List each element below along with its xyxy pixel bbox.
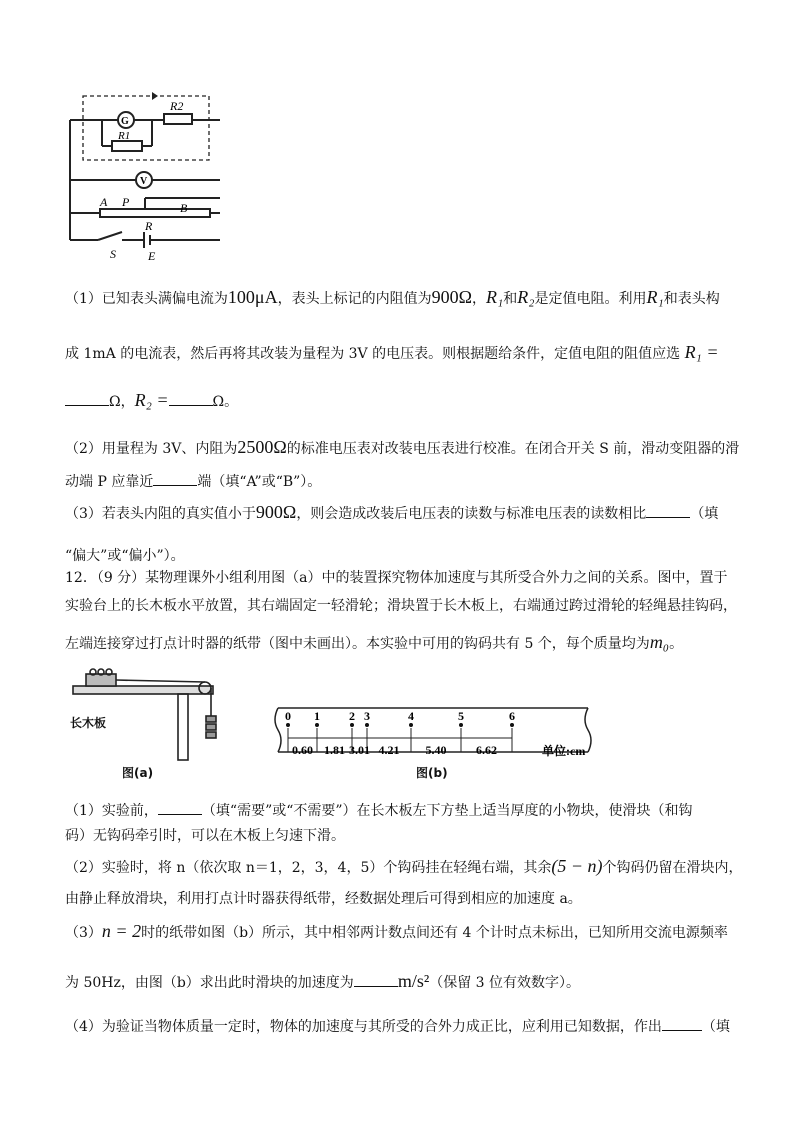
- q11-part3-line1: （3）若表头内阻的真实值小于900Ω，则会造成改装后电压表的读数与标准电压表的读数相比 （填: [65, 502, 719, 522]
- tape-dot: [365, 723, 369, 727]
- q11-part3-line2: “偏大”或“偏小”）。: [65, 548, 185, 564]
- answer-blank-acceleration[interactable]: [354, 972, 398, 987]
- galvanometer-symbol: G: [121, 116, 129, 127]
- answer-blank-r1[interactable]: [65, 391, 109, 406]
- circuit-label-r: R: [145, 219, 153, 233]
- tape-dot: [409, 723, 413, 727]
- q11-part1-line3: Ω，R₂ = Ω。: [65, 390, 745, 412]
- q12-step1-line2: 码）无钩码牵引时，可以在木板上匀速下滑。: [65, 828, 345, 844]
- tape-dot: [315, 723, 319, 727]
- q11-part2-line1: （2）用量程为 3V、内阻为2500Ω的标准电压表对改装电压表进行校准。在闭合开关 S 前，滑动变阻器的滑: [65, 437, 740, 457]
- figure-a-caption: 图(a): [122, 766, 154, 780]
- q12-intro-line3: 左端连接穿过打点计时器的纸带（图中未画出）。本实验中可用的钩码共有 5 个，每个质量均为m₀。: [65, 632, 684, 652]
- figure-b-caption: 图(b): [416, 766, 448, 780]
- q12-step1-line1: （1）实验前， （填“需要”或“不需要”）在长木板左下方垫上适当厚度的小物块，使滑块（和钩: [65, 800, 745, 821]
- answer-blank-r2[interactable]: [169, 391, 213, 406]
- tape-segment-length: 4.21: [378, 743, 400, 757]
- tape-dot: [286, 723, 290, 727]
- circuit-label-b: B: [180, 201, 188, 215]
- tape-point-label: 0: [285, 709, 291, 723]
- tape-dot: [459, 723, 463, 727]
- tape-segment-length: 5.40: [425, 743, 447, 757]
- answer-blank-reading[interactable]: [646, 503, 690, 518]
- circuit-label-r1: R1: [118, 130, 131, 142]
- circuit-label-p: P: [122, 195, 130, 209]
- q12-intro-line2: 实验台上的长木板水平放置，其右端固定一轻滑轮；滑块置于长木板上，右端通过跨过滑轮的轻绳悬挂钩码，: [65, 598, 737, 614]
- tape-segment-length: 3.01: [349, 743, 370, 757]
- q12-intro-line1: 12．（9 分）某物理课外小组利用图（a）中的装置探究物体加速度与其所受合外力之间的关系。图中，置于: [65, 570, 728, 586]
- tape-point-label: 4: [408, 709, 414, 723]
- circuit-label-a: A: [100, 195, 108, 209]
- tape-dot: [350, 723, 354, 727]
- q11-part1-line2: 成 1mA 的电流表，然后再将其改装为量程为 3V 的电压表。则根据题给条件，定值电阻的阻值应选 R₁ =: [65, 342, 719, 362]
- q12-step2-line1: （2）实验时，将 n（依次取 n＝1，2，3，4，5）个钩码挂在轻绳右端，其余(5 − n)个钩码仍留在滑块内，: [65, 856, 743, 876]
- answer-blank-graph[interactable]: [662, 1016, 702, 1031]
- answer-blank-need[interactable]: [158, 800, 202, 815]
- tape-segment-length: 1.81: [324, 743, 345, 757]
- q12-step3-line2: 为 50Hz，由图（b）求出此时滑块的加速度为 m/s²（保留 3 位有效数字）。: [65, 971, 581, 991]
- q11-part2-line2: 动端 P 应靠近 端（填“A”或“B”）。: [65, 471, 745, 492]
- tape-point-label: 2: [349, 709, 355, 723]
- tape-point-label: 5: [458, 709, 464, 723]
- circuit-label-e: E: [148, 249, 156, 263]
- q12-step2-line2: 由静止释放滑块，利用打点计时器获得纸带，经数据处理后可得到相应的加速度 a。: [65, 891, 582, 907]
- tape-point-label: 1: [314, 709, 320, 723]
- answer-blank-slider-end[interactable]: [153, 471, 197, 486]
- q12-step3-line1: （3）n = 2时的纸带如图（b）所示，其中相邻两计数点间还有 4 个计时点未标出，已知所用交流电源频率: [65, 921, 728, 941]
- voltmeter-symbol: V: [140, 176, 148, 187]
- circuit-diagram: [60, 88, 235, 268]
- tape-segment-length: 0.60: [292, 743, 313, 757]
- tape-dot: [510, 723, 514, 727]
- tape-point-label: 6: [509, 709, 515, 723]
- tape-segment-length: 6.62: [476, 743, 497, 757]
- q11-part1-line1: （1）已知表头满偏电流为100μA，表头上标记的内阻值为900Ω，R₁和R₂是定值电阻。利用R₁和表头构: [65, 287, 720, 307]
- circuit-label-r2: R2: [170, 99, 184, 113]
- q12-step4-line1: （4）为验证当物体质量一定时，物体的加速度与其所受的合外力成正比，应利用已知数据，作出 （填: [65, 1016, 745, 1037]
- circuit-label-s: S: [110, 247, 116, 261]
- tape-unit: 单位:cm: [542, 744, 586, 758]
- figure-a-board-label: 长木板: [70, 716, 107, 730]
- tape-point-label: 3: [364, 709, 370, 723]
